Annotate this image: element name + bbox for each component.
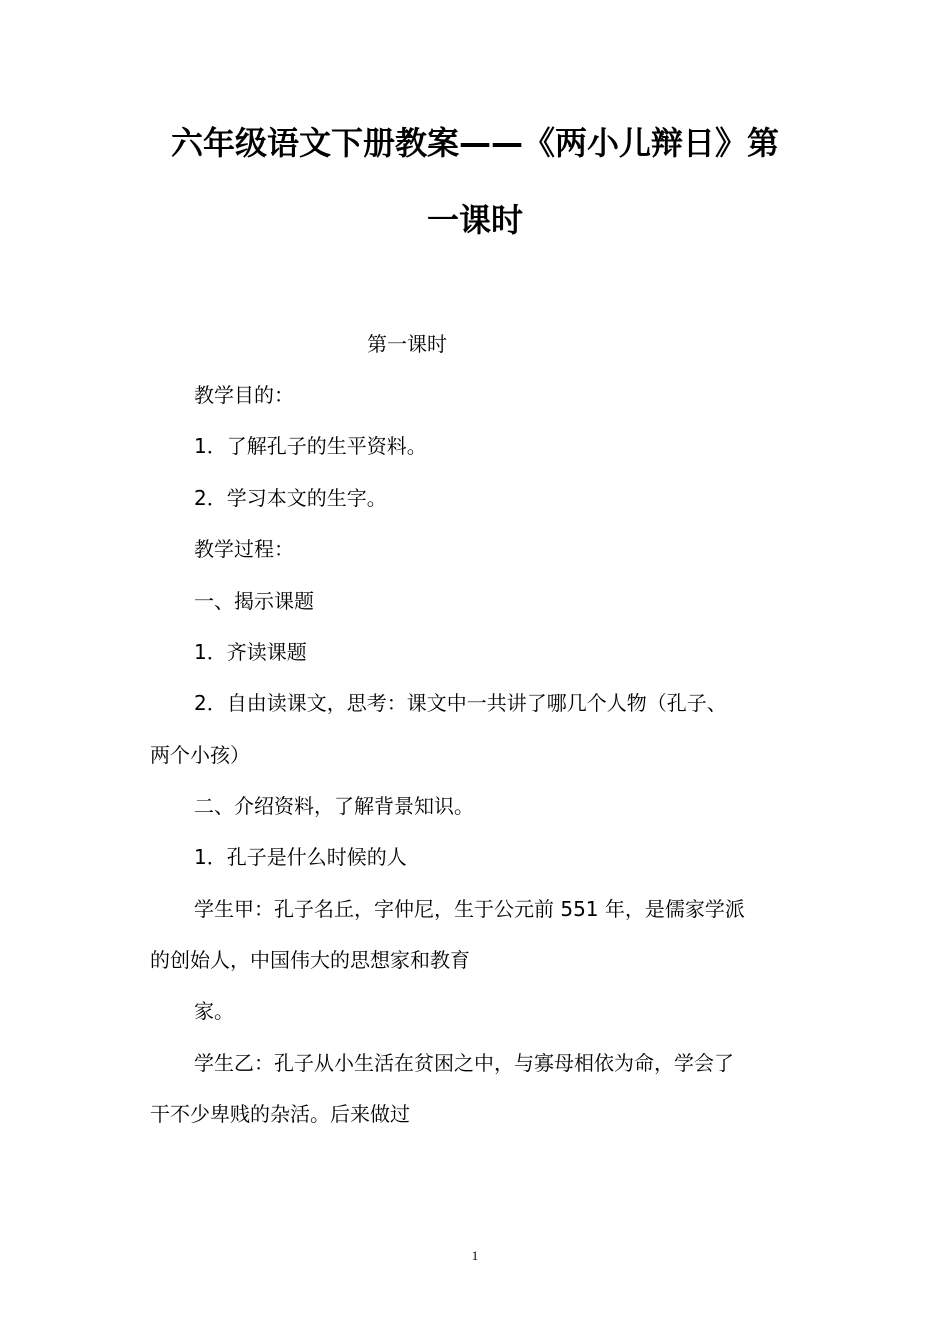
paragraph-line: 1．齐读课题 bbox=[194, 640, 307, 664]
paragraph-line: 干不少卑贱的杂活。后来做过 bbox=[150, 1102, 410, 1126]
paragraph-line: 2．自由读课文，思考：课文中一共讲了哪几个人物（孔子、 bbox=[194, 691, 727, 715]
document-title-line-2: 一课时 bbox=[426, 201, 523, 239]
paragraph-line: 一、揭示课题 bbox=[194, 589, 314, 613]
paragraph-line: 学生乙：孔子从小生活在贫困之中，与寡母相依为命，学会了 bbox=[194, 1051, 734, 1075]
paragraph-line: 两个小孩） bbox=[150, 743, 250, 767]
section-subheading: 第一课时 bbox=[367, 332, 447, 356]
paragraph-line: 教学过程： bbox=[194, 537, 294, 561]
paragraph-line: 1．了解孔子的生平资料。 bbox=[194, 434, 427, 458]
paragraph-line: 学生甲：孔子名丘，字仲尼，生于公元前 551 年，是儒家学派 bbox=[194, 897, 745, 921]
paragraph-line: 的创始人，中国伟大的思想家和教育 bbox=[150, 948, 470, 972]
paragraph-line: 教学目的： bbox=[194, 383, 294, 407]
paragraph-line: 二、介绍资料，了解背景知识。 bbox=[194, 794, 474, 818]
paragraph-line: 家。 bbox=[194, 999, 234, 1023]
paragraph-line: 1．孔子是什么时候的人 bbox=[194, 845, 407, 869]
document-title-line-1: 六年级语文下册教案——《两小儿辩日》第 bbox=[170, 124, 779, 162]
page-number: 1 bbox=[471, 1248, 479, 1263]
paragraph-line: 2．学习本文的生字。 bbox=[194, 486, 387, 510]
